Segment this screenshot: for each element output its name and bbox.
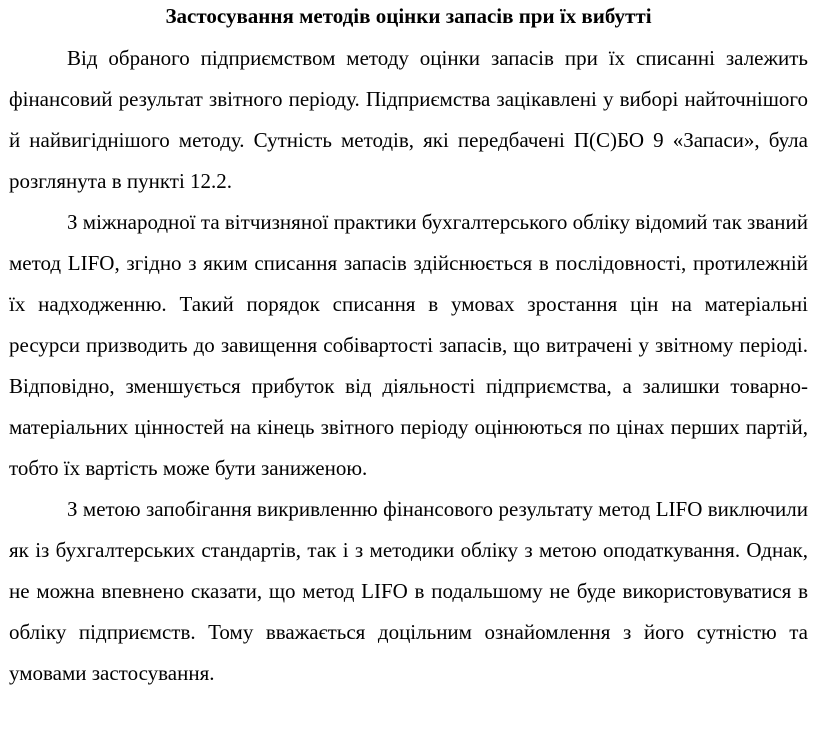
paragraph-3: З метою запобігання викривленню фінансового результату метод LIFO виключили як із бухгалтерських стандартів, так і з методики обліку з метою оподаткування. Однак, не можна впевнено сказати, що метод LIFO в подальшому не буде використовуватися в обліку підприємств. Тому вважається доцільним ознайомлення з його сутністю та умовами застосування. — [9, 497, 808, 685]
paragraph-1: Від обраного підприємством методу оцінки запасів при їх списанні залежить фінансовий результат звітного періоду. Підприємства зацікавлені у виборі найточнішого й найвигіднішого методу. Сутність методів, які передбачені П(С)БО 9 «Запаси», була розглянута в пункті 12.2. — [9, 46, 808, 193]
document-title: Застосування методів оцінки запасів при їх вибутті — [165, 4, 652, 28]
paragraph-2: З міжнародної та вітчизняної практики бухгалтерського обліку відомий так званий метод LIFO, згідно з яким списання запасів здійснюється в послідовності, протилежній їх надходженню. Такий порядок списання в умовах зростання цін на матеріальні ресурси призводить до завищення собівартості запасів, що витрачені у звітному періоді. Відповідно, зменшується прибуток від діяльності підприємства, а залишки товарно-матеріальних цінностей на кінець звітного періоду оцінюються по цінах перших партій, тобто їх вартість може бути заниженою. — [9, 210, 808, 480]
